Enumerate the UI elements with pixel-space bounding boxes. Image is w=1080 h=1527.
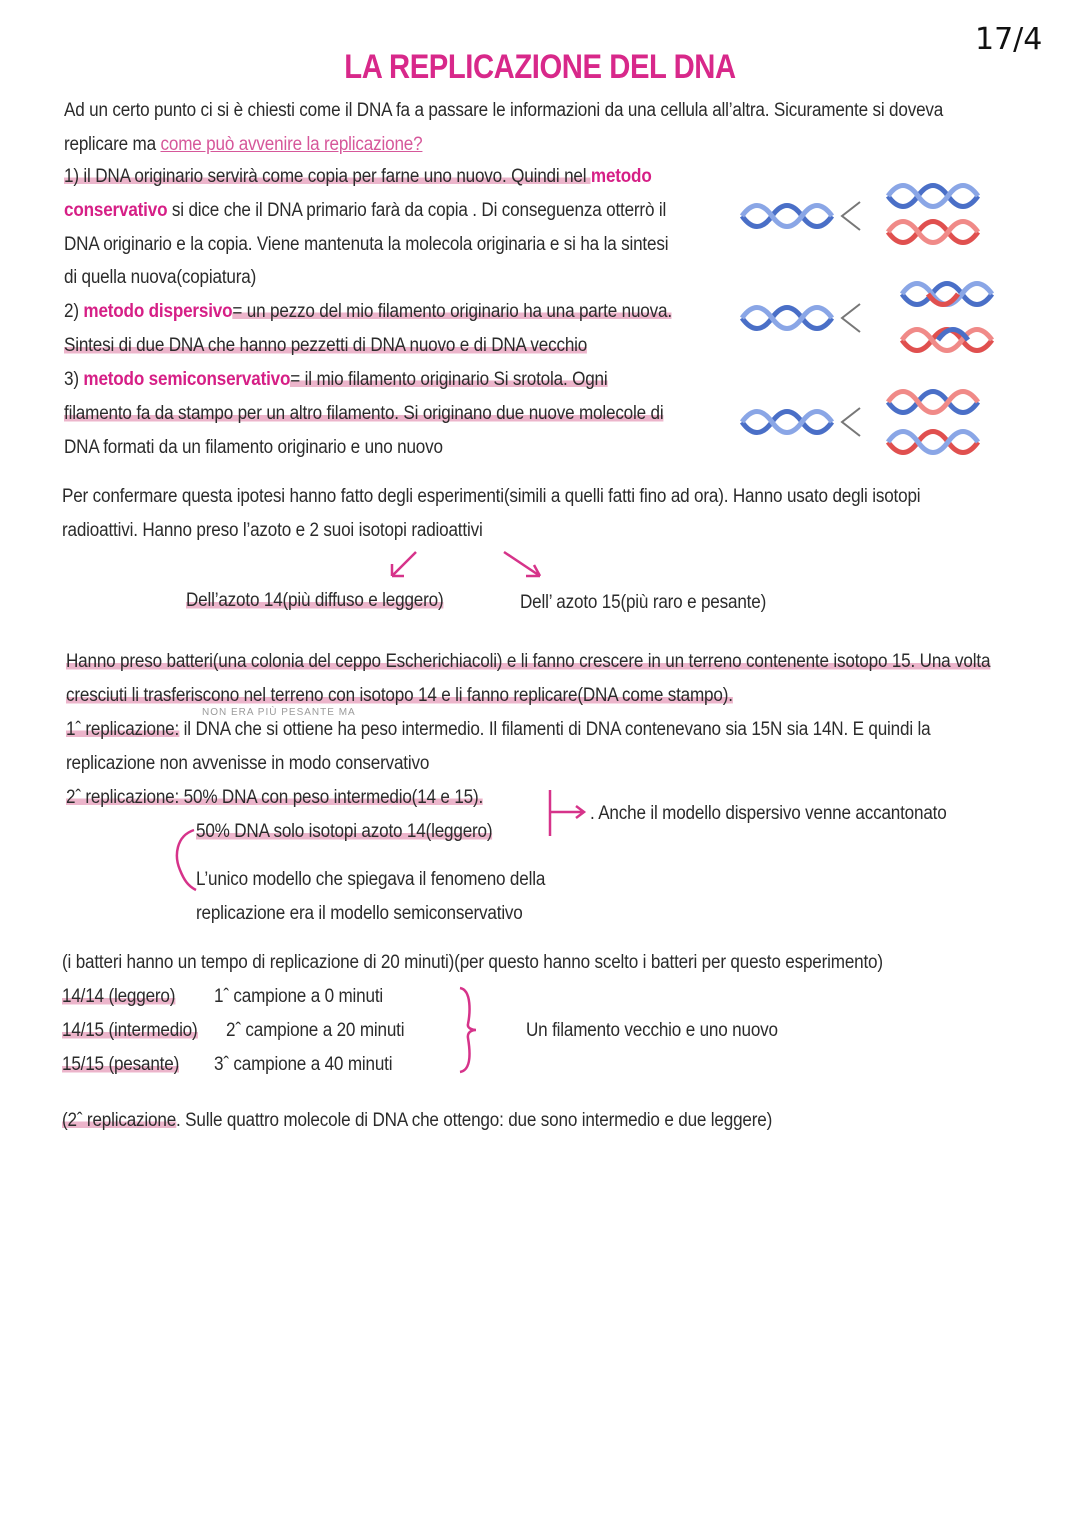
method1-line-1 [64, 166, 652, 188]
margin-note: NON ERA PIÙ PESANTE MA [202, 707, 356, 718]
experiment-line-1: Per confermare questa ipotesi hanno fatto degli esperimenti(simili a quelli fatti fino ad ora). Hanno usato degli isotopi [62, 486, 921, 507]
replication-2-text: 50% DNA con peso intermedio(14 e 15). [179, 787, 484, 808]
method2-keyword: metodo dispersivo [83, 301, 233, 322]
method3-keyword: metodo semiconservativo [83, 369, 291, 390]
method1-text: 1) il DNA originario servirà come copia per farne uno nuovo. Quindi nel [64, 166, 591, 187]
bacteria-line-1: Hanno preso batteri(una colonia del ceppo Escherichiacoli) e li fanno crescere in un terreno contenente isotopo 15. Una volta [66, 651, 991, 672]
isotope-14: Dell’azoto 14(più diffuso e leggero) [186, 590, 444, 611]
right-brace-icon [452, 984, 482, 1076]
timing-row-1-sample: 1ˆ campione a 0 minuti [214, 986, 384, 1007]
isotope-15: Dell’ azoto 15(più raro e pesante) [520, 592, 767, 613]
method3-line-2: filamento fa da stampo per un altro filamento. Si originano due nuove molecole di [64, 403, 664, 424]
replication-2-line [66, 787, 483, 809]
footer-line [62, 1110, 772, 1132]
intro-line-2 [64, 134, 422, 156]
timing-row-2-sample: 2ˆ campione a 20 minuti [226, 1020, 405, 1041]
semiconservative-model-icon [742, 392, 978, 453]
dna-models-diagram [738, 170, 1028, 470]
conclusion-line-1: L’unico modello che spiegava il fenomeno della [196, 869, 546, 890]
intro-text: replicare ma [64, 134, 161, 155]
arrow-right-icon [504, 552, 540, 576]
intro-question: come può avvenire la replicazione? [160, 134, 423, 155]
dispersive-rejected: . Anche il modello dispersivo venne accantonato [590, 803, 947, 824]
experiment-line-2: radioattivi. Hanno preso l’azoto e 2 suoi isotopi radioattivi [62, 520, 483, 541]
date-label: 17/4 [975, 22, 1043, 57]
method3-line-3: DNA formati da un filamento originario e uno nuovo [64, 437, 443, 458]
method3-number: 3) [64, 369, 84, 390]
curly-brace-icon [168, 826, 198, 896]
arrow-left-icon [392, 552, 416, 576]
isotope-arrows [380, 548, 560, 588]
method1-line-4: di quella nuova(copiatura) [64, 267, 257, 288]
timing-row-3-ratio: 15/15 (pesante) [62, 1054, 180, 1075]
replication-1-label: 1ˆ replicazione: [66, 719, 180, 740]
timing-side-note: Un filamento vecchio e uno nuovo [526, 1020, 778, 1041]
method3-line-1 [64, 369, 608, 391]
method1-line-2 [64, 200, 666, 222]
method1-text-2: si dice che il DNA primario farà da copia . Di conseguenza otterrò il [167, 200, 667, 221]
timing-row-2-ratio: 14/15 (intermedio) [62, 1020, 198, 1041]
method2-text: = un pezzo del mio filamento originario ha una parte nuova. [232, 301, 672, 322]
method1-keyword-b: conservativo [64, 200, 168, 221]
conclusion-line-2: replicazione era il modello semiconservativo [196, 903, 523, 924]
method1-line-3: DNA originario e la copia. Viene mantenuta la molecola originaria e si ha la sintesi [64, 234, 669, 255]
timing-row-1-ratio: 14/14 (leggero) [62, 986, 176, 1007]
bacteria-line-2: cresciuti li trasferiscono nel terreno con isotopo 14 e li fanno replicare(DNA come stampo). [66, 685, 733, 706]
dispersive-model-icon [742, 284, 992, 351]
method2-line-1 [64, 301, 672, 323]
intro-line-1: Ad un certo punto ci si è chiesti come il DNA fa a passare le informazioni da una cellula all’altra. Sicuramente si doveva [64, 100, 944, 121]
timing-line-1: (i batteri hanno un tempo di replicazione di 20 minuti)(per questo hanno scelto i batteri per questo esperimento) [62, 952, 883, 973]
footer-label: (2ˆ replicazione [62, 1110, 177, 1131]
page-title: LA REPLICAZIONE DEL DNA [344, 48, 736, 86]
footer-text: . Sulle quattro molecole di DNA che ottengo: due sono intermedio e due leggere) [176, 1110, 773, 1131]
replication-2-label: 2ˆ replicazione: [66, 787, 180, 808]
method2-number: 2) [64, 301, 84, 322]
replication-1-line [66, 719, 930, 741]
timing-row-3-sample: 3ˆ campione a 40 minuti [214, 1054, 393, 1075]
method3-text: = il mio filamento originario Si srotola. Ogni [290, 369, 608, 390]
bracket-arrow-icon [544, 786, 592, 840]
conservative-model-icon [742, 186, 978, 243]
replication-2-light: 50% DNA solo isotopi azoto 14(leggero) [196, 821, 493, 842]
replication-1-text: il DNA che si ottiene ha peso intermedio. Il filamenti di DNA contenevano sia 15N sia 14N. E quindi la [179, 719, 931, 740]
replication-1-conclusion: replicazione non avvenisse in modo conservativo [66, 753, 430, 774]
method2-line-2: Sintesi di due DNA che hanno pezzetti di DNA nuovo e di DNA vecchio [64, 335, 588, 356]
method1-keyword-a: metodo [590, 166, 652, 187]
